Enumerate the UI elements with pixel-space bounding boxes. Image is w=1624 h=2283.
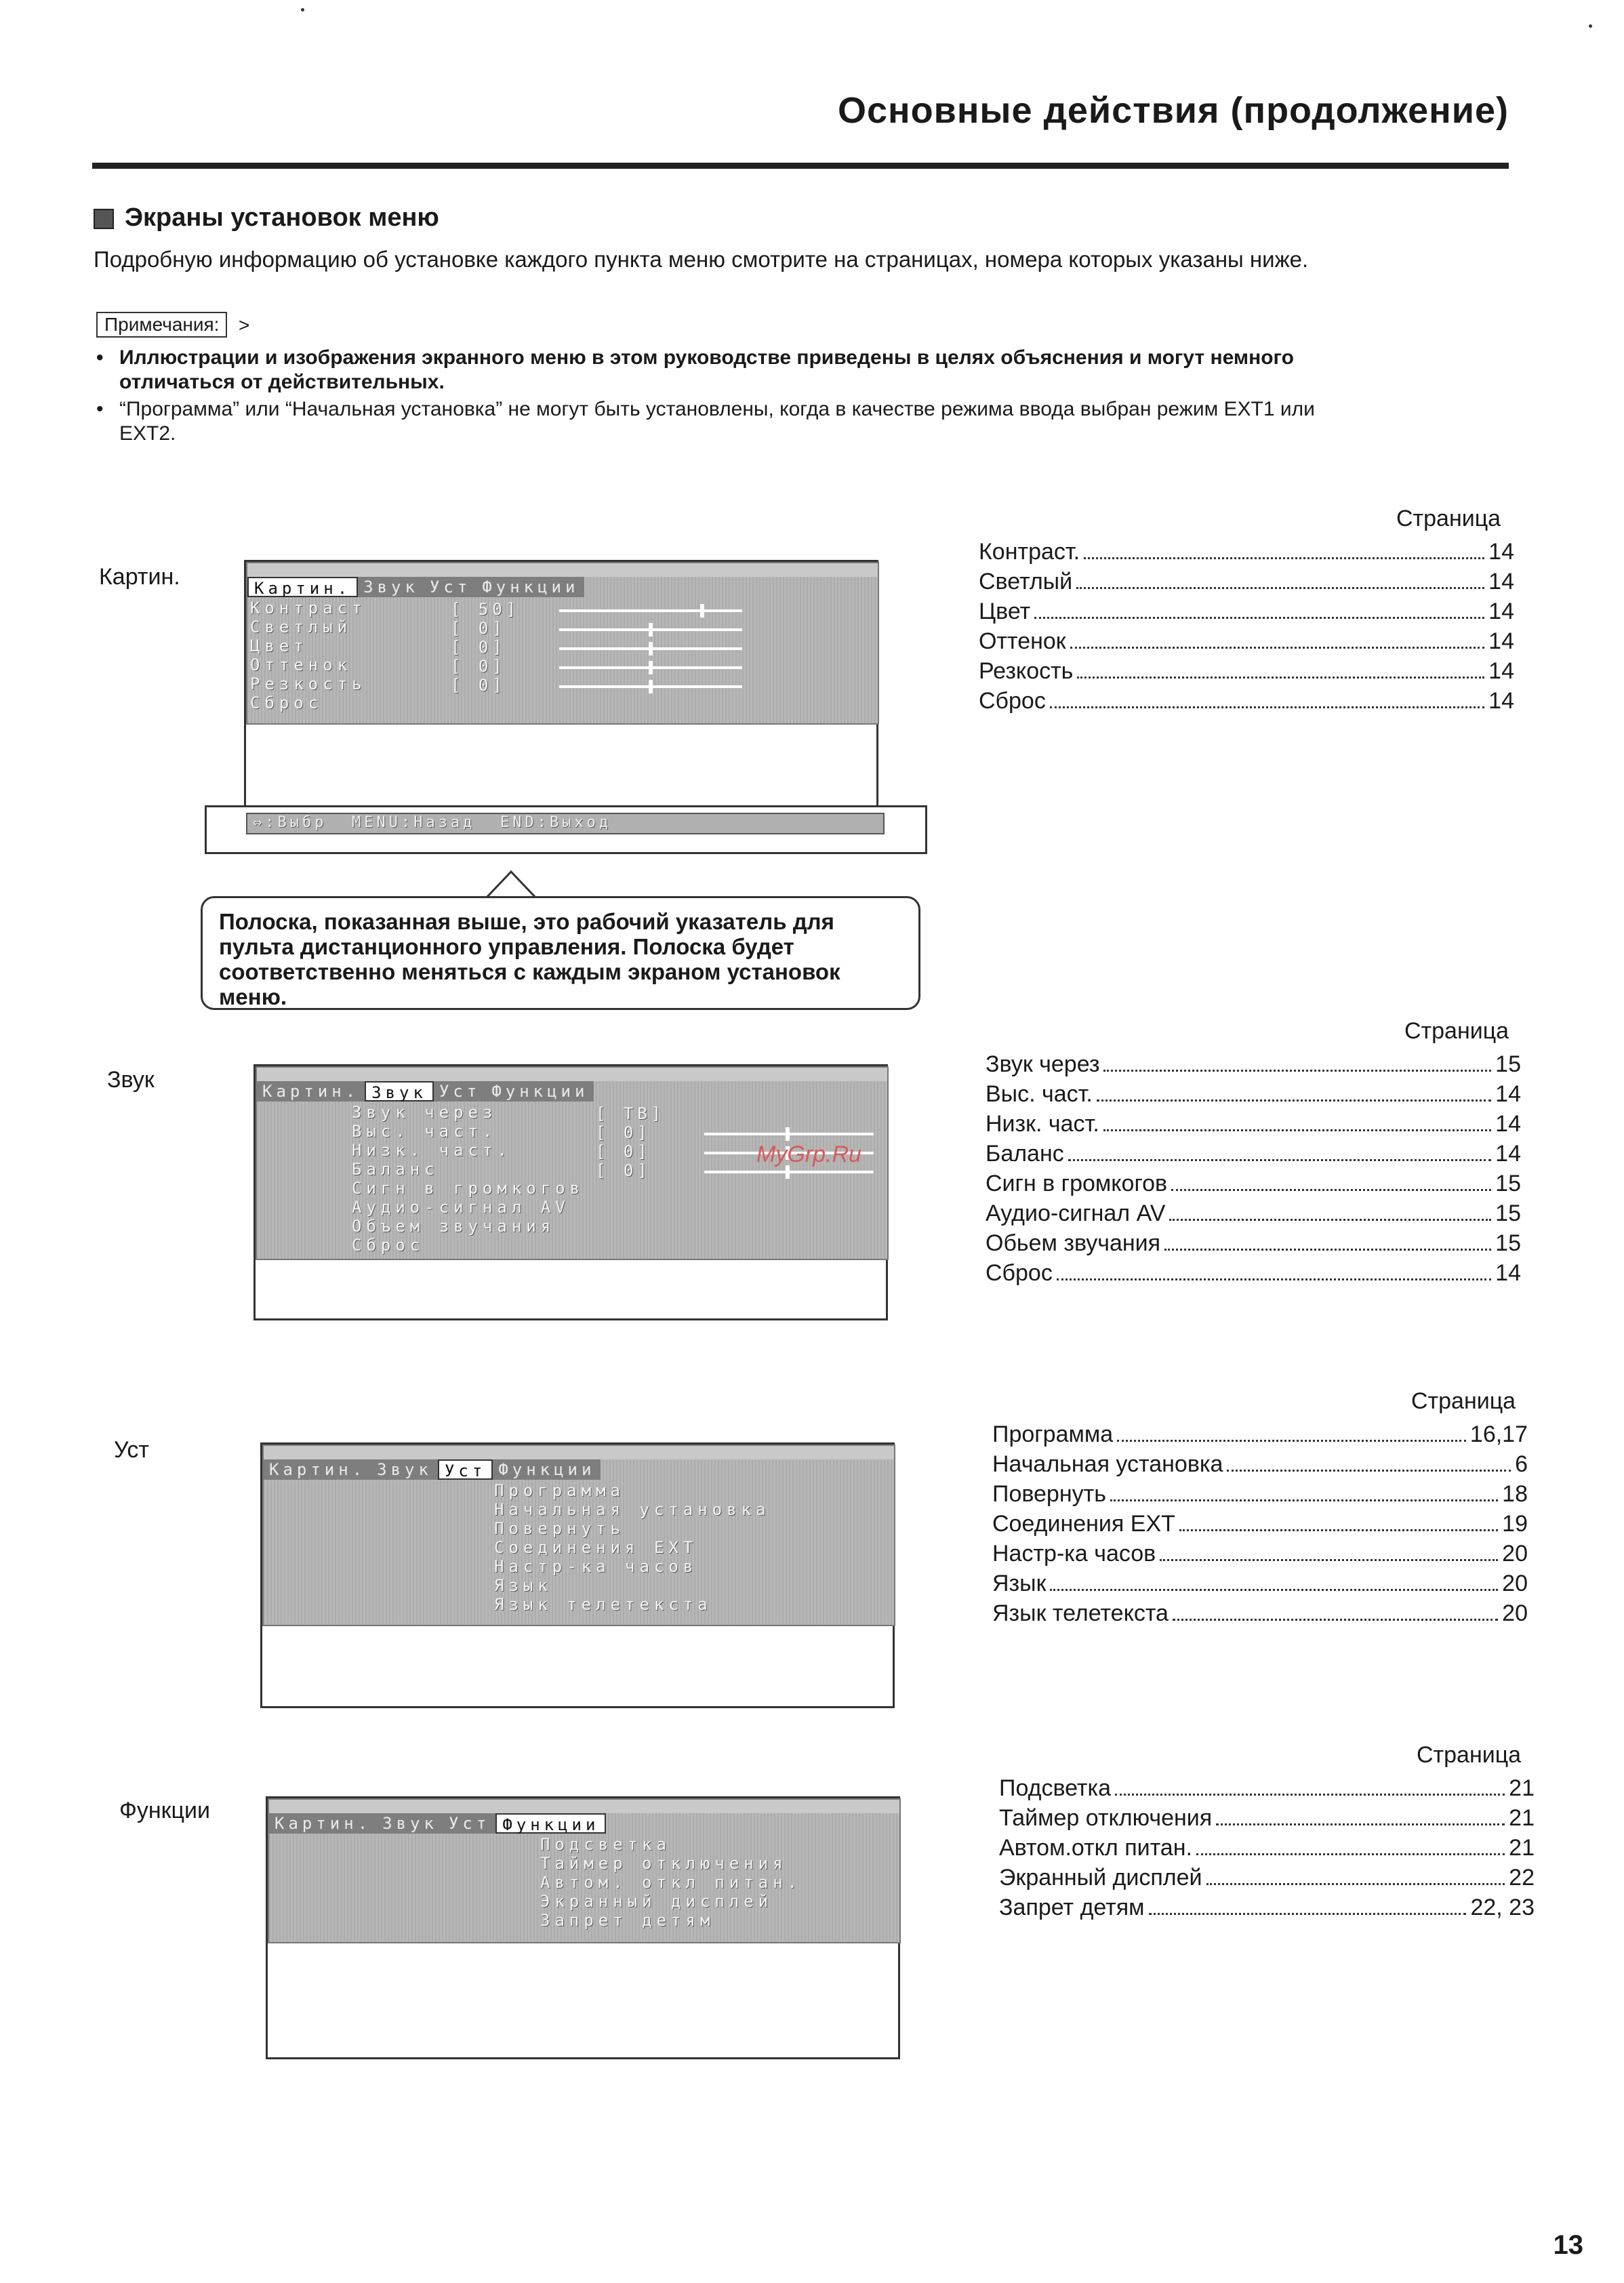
- toc-label: Экранный дисплей: [999, 1865, 1202, 1891]
- toc-row: [986, 1109, 1521, 1139]
- menu-item-language[interactable]: Язык: [494, 1576, 552, 1595]
- menu-item-balance[interactable]: Баланс: [352, 1160, 439, 1179]
- tint-slider-knob[interactable]: [649, 661, 653, 674]
- toc-setup: [992, 1419, 1528, 1628]
- note-1-line-1: Иллюстрации и изображения экранного меню в этом руководстве приведены в целях объяснения и могут немного: [119, 346, 1294, 369]
- note-2: • “Программа” или “Начальная установка” не могут быть установлены, когда в качестве режима ввода выбран режим EXT1 или: [96, 398, 1315, 420]
- toc-page: 20: [1502, 1600, 1528, 1626]
- notes-label: Примечания:: [96, 312, 227, 338]
- sound-menu-screen: [253, 1064, 888, 1320]
- toc-row: [992, 1598, 1528, 1628]
- page-column-header: Страница: [1417, 1742, 1522, 1768]
- toc-page: 14: [1488, 658, 1514, 684]
- picture-menu-screen: [244, 560, 878, 838]
- menu-item-sleep-timer[interactable]: Таймер отключения: [540, 1854, 788, 1873]
- functions-menu-screen: [266, 1796, 900, 2059]
- contrast-slider-knob[interactable]: [700, 604, 704, 618]
- scan-speck: [1589, 24, 1592, 28]
- color-value: [ 0]: [451, 638, 506, 657]
- toc-row: [986, 1049, 1521, 1079]
- scan-speck: [301, 8, 304, 12]
- op-back: :Назад: [401, 814, 476, 831]
- page-column-header: Страница: [1404, 1018, 1509, 1044]
- toc-row: [979, 626, 1514, 656]
- menu-item-sound-reset[interactable]: Сброс: [352, 1236, 425, 1255]
- toc-page: 14: [1495, 1111, 1521, 1137]
- note-1: • Иллюстрации и изображения экранного меню в этом руководстве приведены в целях объяснения и могут немного: [96, 346, 1294, 369]
- screen-label-sound: Звук: [107, 1067, 155, 1093]
- page-column-header: Страница: [1396, 506, 1501, 531]
- toc-page: 22, 23: [1470, 1895, 1535, 1920]
- balance-value: [ 0]: [596, 1161, 651, 1180]
- toc-label: Низк. част.: [986, 1111, 1099, 1137]
- screen-label-functions: Функции: [119, 1798, 210, 1823]
- tab-functions[interactable]: Функции: [486, 1081, 594, 1102]
- menu-tabs: [264, 1459, 894, 1480]
- square-bullet-icon: [94, 209, 114, 229]
- toc-label: Программа: [992, 1421, 1114, 1447]
- functions-items: [269, 1835, 899, 1930]
- toc-label: Сброс: [986, 1260, 1053, 1286]
- note-1-line-2: отличаться от действительных.: [119, 371, 445, 393]
- treble-value: [ 0]: [596, 1123, 651, 1142]
- page-column-header: Страница: [1411, 1388, 1516, 1414]
- toc-sound: [986, 1049, 1521, 1288]
- screen-label-setup: Уст: [114, 1437, 149, 1463]
- toc-functions: [999, 1773, 1535, 1922]
- tab-sound[interactable]: Звук: [365, 1081, 434, 1102]
- menu-tabs: [269, 1813, 899, 1834]
- toc-page: 15: [1495, 1230, 1521, 1256]
- toc-row: [979, 597, 1514, 626]
- tab-setup[interactable]: Уст: [434, 1081, 486, 1102]
- toc-page: 16,17: [1469, 1421, 1528, 1447]
- toc-page: 20: [1502, 1541, 1528, 1567]
- menu-top-strip: [247, 563, 878, 577]
- sharpness-value: [ 0]: [451, 676, 506, 695]
- menu-item-program[interactable]: Программа: [494, 1481, 626, 1500]
- toc-label: Язык телетекста: [992, 1600, 1169, 1626]
- sharpness-slider-knob[interactable]: [649, 680, 653, 693]
- op-end-key: END: [500, 814, 537, 831]
- page-header-title: Основные действия (продолжение): [837, 90, 1509, 131]
- toc-page: 6: [1515, 1451, 1528, 1477]
- toc-label: Оттенок: [979, 628, 1066, 654]
- toc-page: 21: [1509, 1835, 1535, 1861]
- toc-label: Сигн в громкогов: [986, 1171, 1168, 1196]
- menu-item-child-lock[interactable]: Запрет детям: [540, 1911, 715, 1930]
- toc-label: Аудио-сигнал AV: [986, 1200, 1166, 1226]
- header-rule: [92, 163, 1509, 169]
- setup-menu-screen: [260, 1442, 895, 1708]
- toc-row: [992, 1509, 1528, 1539]
- menu-item-rotate[interactable]: Повернуть: [494, 1519, 626, 1538]
- menu-item-ext-connections[interactable]: Соединения EXT: [494, 1538, 698, 1557]
- toc-row: [986, 1169, 1521, 1198]
- note-2-line-1: “Программа” или “Начальная установка” не могут быть установлены, когда в качестве режима ввода выбран режим EXT1 или: [119, 398, 1315, 420]
- toc-page: 21: [1509, 1775, 1535, 1801]
- screen-label-picture: Картин.: [99, 564, 180, 590]
- toc-label: Светлый: [979, 569, 1073, 594]
- toc-row: [979, 686, 1514, 716]
- note-2-cont: [96, 422, 1493, 446]
- menu-item-sound-via[interactable]: Звук через: [352, 1103, 498, 1122]
- toc-row: [999, 1773, 1535, 1803]
- toc-label: Обьем звучания: [986, 1230, 1161, 1256]
- operation-bar-callout: Полоска, показанная выше, это рабочий указатель для пульта дистанционного управления. Полоска будет соответственно меняться с каждым экраном установок меню.: [201, 896, 920, 1010]
- menu-top-strip: [257, 1068, 887, 1081]
- toc-page: 18: [1502, 1481, 1528, 1507]
- toc-label: Автом.откл питан.: [999, 1835, 1192, 1861]
- toc-label: Запрет детям: [999, 1895, 1145, 1920]
- menu-item-bass[interactable]: Низк. част.: [352, 1141, 512, 1160]
- toc-label: Соединения EXT: [992, 1511, 1175, 1537]
- operation-guide-strip: [246, 813, 885, 834]
- picture-menu: [246, 562, 879, 725]
- toc-label: Повернуть: [992, 1481, 1106, 1507]
- brightness-slider-knob[interactable]: [649, 623, 653, 637]
- toc-label: Сброс: [979, 688, 1046, 714]
- sound-items: [257, 1103, 887, 1255]
- tab-picture[interactable]: Картин.: [264, 1459, 371, 1480]
- tab-setup[interactable]: Уст: [438, 1459, 493, 1480]
- toc-row: [986, 1228, 1521, 1258]
- tab-setup[interactable]: Уст: [443, 1813, 495, 1834]
- tab-picture[interactable]: Картин.: [247, 577, 358, 597]
- tab-sound[interactable]: Звук: [358, 577, 424, 597]
- toc-page: 19: [1502, 1511, 1528, 1537]
- menu-item-speaker-signal[interactable]: Сигн в громкогов: [352, 1179, 585, 1198]
- toc-label: Настр-ка часов: [992, 1541, 1156, 1567]
- op-menu-key: MENU: [351, 814, 401, 831]
- toc-page: 14: [1488, 539, 1514, 565]
- section-title: [94, 203, 439, 233]
- toc-page: 15: [1495, 1051, 1521, 1077]
- toc-label: Контраст.: [979, 539, 1080, 565]
- brightness-value: [ 0]: [451, 619, 506, 638]
- operation-guide-bar: [205, 805, 927, 854]
- menu-item-color[interactable]: Цвет: [250, 637, 308, 655]
- menu-item-backlight[interactable]: Подсветка: [540, 1835, 672, 1854]
- menu-top-strip: [269, 1800, 899, 1813]
- toc-page: 21: [1509, 1805, 1535, 1831]
- tint-value: [ 0]: [451, 657, 506, 676]
- setup-items: [264, 1481, 894, 1614]
- watermark: MyGrp.Ru: [756, 1142, 861, 1167]
- menu-item-brightness[interactable]: Светлый: [250, 618, 352, 637]
- toc-label: Выс. част.: [986, 1081, 1093, 1107]
- toc-picture: [979, 537, 1514, 716]
- menu-item-osd[interactable]: Экранный дисплей: [540, 1892, 773, 1911]
- menu-item-av-audio[interactable]: Аудио-сигнал AV: [352, 1198, 570, 1217]
- tab-picture[interactable]: Картин.: [257, 1081, 365, 1102]
- toc-row: [986, 1198, 1521, 1228]
- section-title-text: Экраны установок меню: [125, 203, 439, 232]
- toc-row: [986, 1139, 1521, 1169]
- toc-label: Звук через: [986, 1051, 1100, 1077]
- toc-label: Баланс: [986, 1141, 1064, 1167]
- picture-items: [247, 599, 878, 712]
- menu-item-sharpness[interactable]: Резкость: [250, 674, 367, 693]
- toc-label: Таймер отключения: [999, 1805, 1213, 1831]
- section-intro: Подробную информацию об установке каждого пункта меню смотрите на страницах, номера которых указаны ниже.: [94, 247, 1309, 272]
- toc-label: Начальная установка: [992, 1451, 1223, 1477]
- toc-page: 22: [1509, 1865, 1535, 1891]
- toc-page: 14: [1488, 628, 1514, 654]
- contrast-value: [ 50]: [451, 600, 521, 619]
- menu-item-treble[interactable]: Выс. част.: [352, 1122, 498, 1141]
- toc-row: [992, 1539, 1528, 1569]
- tab-functions[interactable]: Функции: [493, 1459, 601, 1480]
- toc-row: [992, 1479, 1528, 1509]
- notes-arrow-icon: >: [239, 315, 250, 336]
- treble-slider-knob[interactable]: [786, 1127, 790, 1141]
- tab-setup[interactable]: Уст: [424, 577, 476, 597]
- toc-label: Язык: [992, 1571, 1047, 1596]
- note-1-cont: [96, 370, 1493, 395]
- toc-label: Подсветка: [999, 1775, 1112, 1801]
- tab-functions[interactable]: Функции: [495, 1813, 606, 1834]
- menu-item-contrast[interactable]: Контраст: [250, 599, 367, 618]
- toc-page: 14: [1488, 688, 1514, 714]
- toc-page: 20: [1502, 1571, 1528, 1596]
- toc-row: [999, 1833, 1535, 1863]
- contrast-slider[interactable]: [559, 609, 742, 612]
- bass-value: [ 0]: [596, 1142, 651, 1161]
- menu-item-auto-power-off[interactable]: Автом. откл питан.: [540, 1873, 803, 1892]
- sound-via-value: [ ТВ]: [596, 1104, 666, 1123]
- menu-item-clock-setup[interactable]: Настр-ка часов: [494, 1557, 698, 1576]
- menu-item-reset[interactable]: Сброс: [250, 693, 323, 712]
- toc-row: [986, 1079, 1521, 1109]
- toc-row: [979, 537, 1514, 567]
- toc-label: Цвет: [979, 599, 1031, 624]
- tab-picture[interactable]: Картин.: [269, 1813, 377, 1834]
- color-slider-knob[interactable]: [649, 642, 653, 655]
- op-exit: :Выход: [537, 814, 612, 831]
- toc-row: [992, 1569, 1528, 1598]
- toc-page: 14: [1488, 569, 1514, 594]
- functions-menu: [268, 1798, 901, 1943]
- page-number: 13: [1553, 2230, 1583, 2260]
- note-2-line-2: EXT2.: [119, 422, 176, 445]
- toc-row: [999, 1803, 1535, 1833]
- toc-page: 14: [1488, 599, 1514, 624]
- toc-page: 14: [1495, 1260, 1521, 1286]
- toc-label: Резкость: [979, 658, 1074, 684]
- op-select: ⇔:Выбр: [253, 814, 327, 831]
- menu-item-initial-setup[interactable]: Начальная установка: [494, 1500, 771, 1519]
- menu-item-teletext-language[interactable]: Язык телетекста: [494, 1595, 712, 1614]
- menu-tabs: [247, 577, 878, 597]
- toc-row: [979, 656, 1514, 686]
- toc-page: 14: [1495, 1081, 1521, 1107]
- toc-row: [979, 567, 1514, 597]
- toc-row: [999, 1893, 1535, 1922]
- menu-tabs: [257, 1081, 887, 1102]
- tab-sound[interactable]: Звук: [371, 1459, 438, 1480]
- menu-item-volume[interactable]: Объем звучания: [352, 1217, 556, 1236]
- setup-menu: [262, 1444, 895, 1626]
- menu-top-strip: [264, 1446, 894, 1459]
- toc-row: [992, 1449, 1528, 1479]
- toc-page: 15: [1495, 1200, 1521, 1226]
- toc-row: [992, 1419, 1528, 1449]
- toc-row: [986, 1258, 1521, 1288]
- tab-sound[interactable]: Звук: [377, 1813, 443, 1834]
- menu-item-tint[interactable]: Оттенок: [250, 655, 352, 674]
- toc-page: 14: [1495, 1141, 1521, 1167]
- toc-row: [999, 1863, 1535, 1893]
- toc-page: 15: [1495, 1171, 1521, 1196]
- tab-functions[interactable]: Функции: [476, 577, 584, 597]
